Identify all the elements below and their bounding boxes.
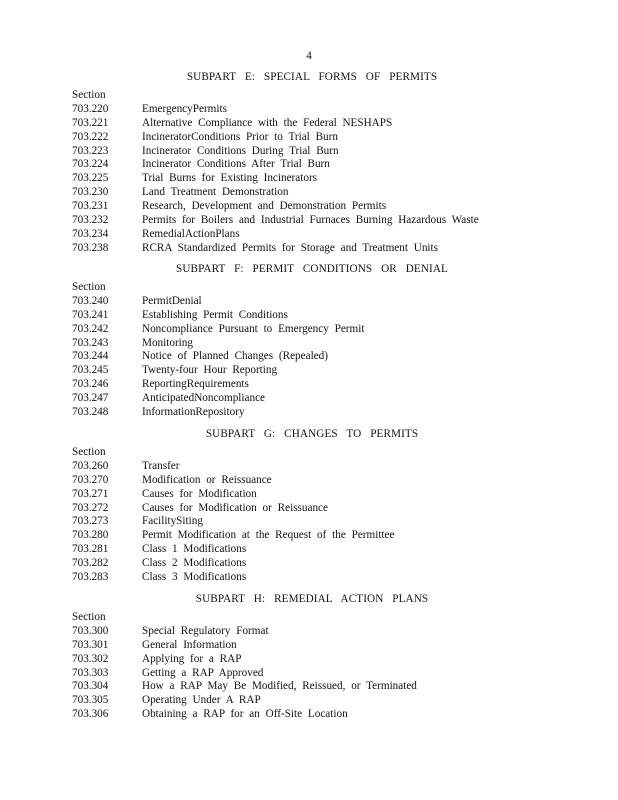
section-title: Applying for a RAP [142, 652, 242, 665]
toc-row [72, 515, 552, 529]
section-number: 703.281 [72, 543, 109, 556]
toc-row [72, 295, 552, 309]
toc-row [72, 406, 552, 420]
section-title: Notice of Planned Changes (Repealed) [142, 350, 328, 363]
toc-row [72, 186, 552, 200]
section-title: RCRA Standardized Permits for Storage and Treatment Units [142, 241, 438, 254]
toc-row [72, 694, 552, 708]
section-number: 703.301 [72, 638, 109, 651]
section-number: 703.230 [72, 186, 109, 199]
toc-row [72, 309, 552, 323]
subpart-f [72, 263, 552, 420]
section-title: Twenty-four Hour Reporting [142, 364, 278, 377]
section-number: 703.225 [72, 172, 109, 185]
section-number: 703.243 [72, 336, 109, 349]
section-number: 703.246 [72, 378, 109, 391]
toc-row [72, 323, 552, 337]
section-number: 703.260 [72, 459, 109, 472]
section-title: Establishing Permit Conditions [142, 308, 288, 321]
section-title: ReportingRequirements [142, 378, 249, 391]
section-title: Land Treatment Demonstration [142, 186, 289, 199]
section-label: Section [72, 611, 106, 623]
toc-row [72, 131, 552, 145]
toc-row [72, 680, 552, 694]
toc-row [72, 708, 552, 722]
subpart-title: SUBPART E: SPECIAL FORMS OF PERMITS [186, 71, 438, 83]
page-number: 4 [306, 50, 312, 62]
section-title: AnticipatedNoncompliance [142, 392, 266, 405]
section-title: Causes for Modification [142, 487, 257, 500]
section-title: Getting a RAP Approved [142, 666, 264, 679]
toc-row [72, 529, 552, 543]
section-number: 703.272 [72, 501, 109, 514]
toc-row [72, 242, 552, 256]
section-title: Research, Development and Demonstration Permits [142, 200, 387, 213]
toc-row [72, 639, 552, 653]
toc-row [72, 474, 552, 488]
toc-row [72, 378, 552, 392]
section-title: Class 3 Modifications [142, 571, 247, 584]
subpart-title: SUBPART G: CHANGES TO PERMITS [205, 428, 419, 440]
section-title: Obtaining a RAP for an Off-Site Location [142, 708, 348, 721]
toc-row [72, 200, 552, 214]
section-number: 703.223 [72, 144, 109, 157]
section-title: Causes for Modification or Reissuance [142, 501, 328, 514]
section-title: Class 1 Modifications [142, 543, 247, 556]
section-number: 703.306 [72, 708, 109, 721]
toc-row [72, 214, 552, 228]
section-number: 703.238 [72, 241, 109, 254]
toc-row [72, 460, 552, 474]
section-label: Section [72, 281, 106, 293]
section-title: FacilitySiting [142, 515, 203, 528]
section-title: Class 2 Modifications [142, 557, 247, 570]
section-title: Incinerator Conditions After Trial Burn [142, 158, 330, 171]
section-number: 703.220 [72, 102, 109, 115]
toc-row [72, 337, 552, 351]
section-number: 703.245 [72, 364, 109, 377]
section-number: 703.270 [72, 473, 109, 486]
section-number: 703.247 [72, 392, 109, 405]
subpart-e [72, 71, 552, 256]
toc-row [72, 571, 552, 585]
toc-row [72, 117, 552, 131]
toc-row [72, 392, 552, 406]
section-number: 703.273 [72, 515, 109, 528]
section-number: 703.240 [72, 294, 109, 307]
section-title: Trial Burns for Existing Incinerators [142, 172, 318, 185]
toc-row [72, 103, 552, 117]
subpart-title: SUBPART F: PERMIT CONDITIONS OR DENIAL [176, 263, 448, 275]
section-number: 703.241 [72, 308, 109, 321]
section-title: Modification or Reissuance [142, 473, 272, 486]
subpart-title: SUBPART H: REMEDIAL ACTION PLANS [195, 593, 429, 605]
section-number: 703.303 [72, 666, 109, 679]
toc-row [72, 653, 552, 667]
section-title: RemedialActionPlans [142, 227, 240, 240]
toc-row [72, 228, 552, 242]
toc-row [72, 350, 552, 364]
subpart-h [72, 593, 552, 722]
section-title: General Information [142, 638, 237, 651]
section-title: Monitoring [142, 336, 193, 349]
section-number: 703.224 [72, 158, 109, 171]
section-number: 703.271 [72, 487, 109, 500]
section-number: 703.304 [72, 680, 109, 693]
section-number: 703.242 [72, 322, 109, 335]
section-label: Section [72, 446, 106, 458]
toc-row [72, 158, 552, 172]
section-number: 703.300 [72, 624, 109, 637]
toc-row [72, 543, 552, 557]
toc-row [72, 488, 552, 502]
section-number: 703.283 [72, 571, 109, 584]
toc-row [72, 172, 552, 186]
section-number: 703.244 [72, 350, 109, 363]
toc-row [72, 502, 552, 516]
section-number: 703.221 [72, 116, 109, 129]
toc-row [72, 145, 552, 159]
section-title: Operating Under A RAP [142, 694, 261, 707]
section-title: EmergencyPermits [142, 102, 227, 115]
section-title: Alternative Compliance with the Federal NESHAPS [142, 116, 393, 129]
section-number: 703.232 [72, 214, 109, 227]
section-title: IncineratorConditions Prior to Trial Burn [142, 130, 338, 143]
section-label: Section [72, 89, 106, 101]
section-number: 703.280 [72, 529, 109, 542]
section-number: 703.231 [72, 200, 109, 213]
section-title: How a RAP May Be Modified, Reissued, or Terminated [142, 680, 417, 693]
section-number: 703.302 [72, 652, 109, 665]
subpart-g [72, 428, 552, 585]
toc-row [72, 625, 552, 639]
section-number: 703.305 [72, 694, 109, 707]
section-title: Transfer [142, 459, 180, 472]
section-number: 703.248 [72, 406, 109, 419]
section-title: Incinerator Conditions During Trial Burn [142, 144, 339, 157]
section-number: 703.234 [72, 227, 109, 240]
section-title: Special Regulatory Format [142, 624, 269, 637]
section-title: Permits for Boilers and Industrial Furnaces Burning Hazardous Waste [142, 214, 479, 227]
section-title: Permit Modification at the Request of the Permittee [142, 529, 395, 542]
section-number: 703.282 [72, 557, 109, 570]
toc-row [72, 557, 552, 571]
toc-row [72, 667, 552, 681]
section-title: InformationRepository [142, 406, 245, 419]
section-title: PermitDenial [142, 294, 202, 307]
toc-row [72, 364, 552, 378]
section-number: 703.222 [72, 130, 109, 143]
section-title: Noncompliance Pursuant to Emergency Permit [142, 322, 365, 335]
